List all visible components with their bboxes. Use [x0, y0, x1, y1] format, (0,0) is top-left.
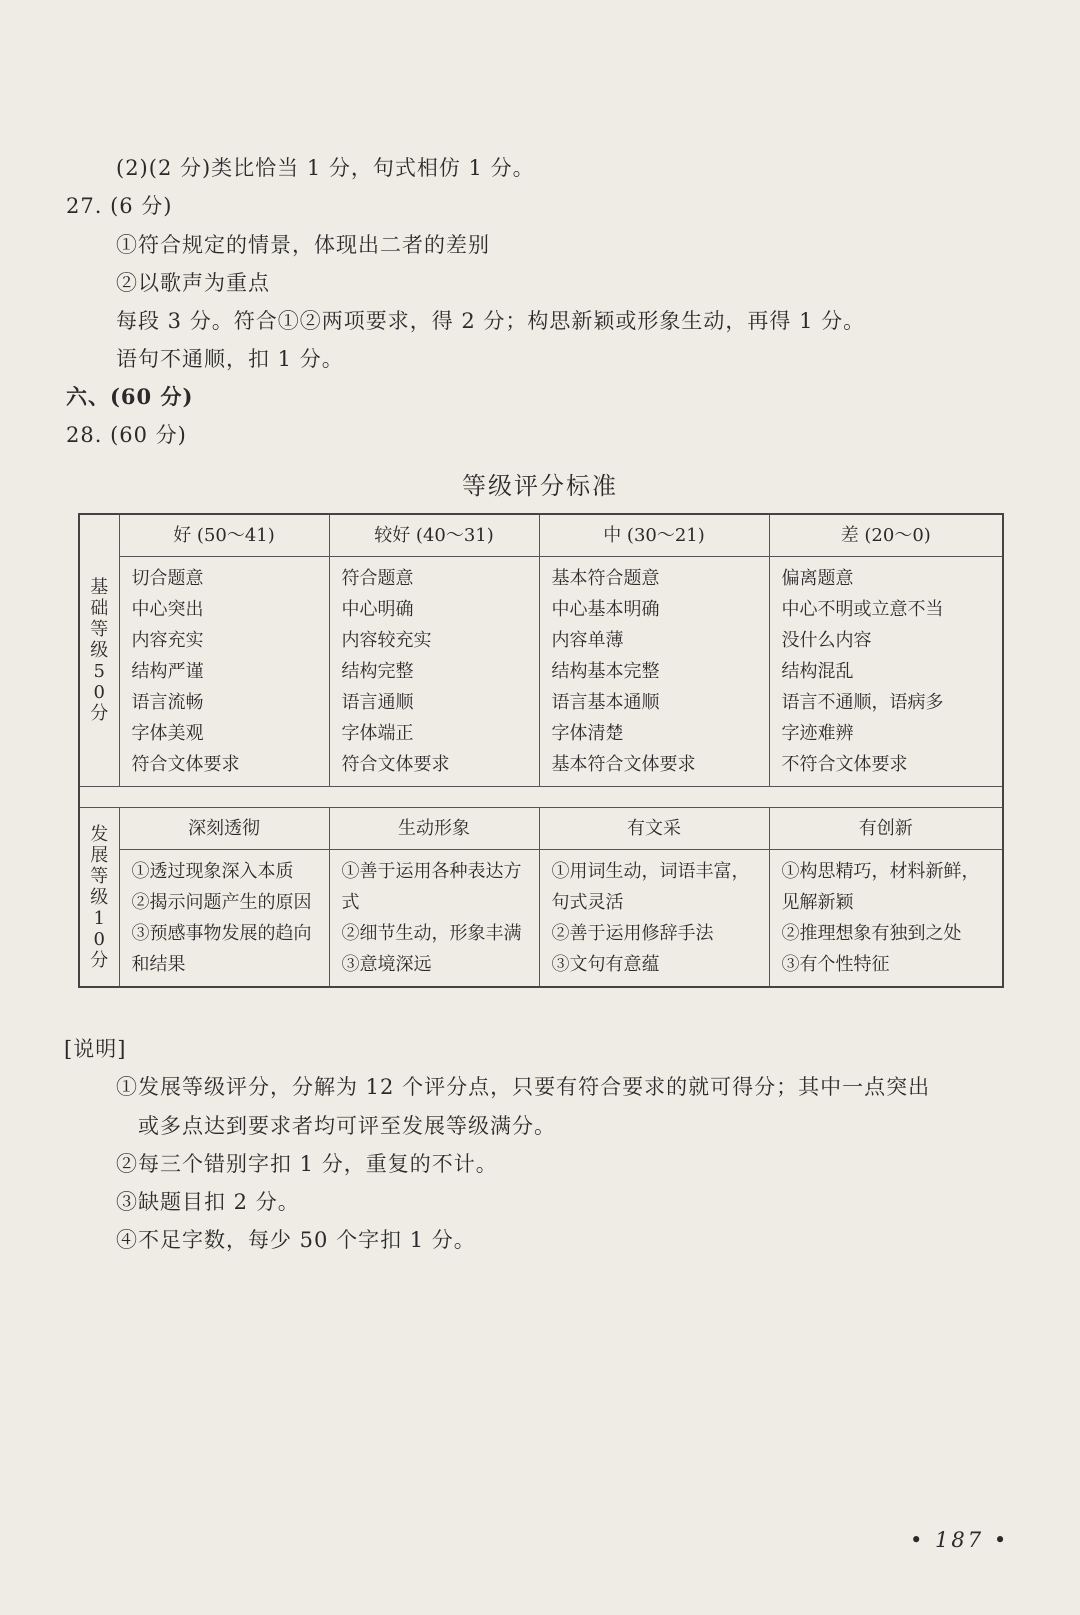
- criterion: ③意境深远: [341, 954, 432, 975]
- criterion: 语言基本通顺: [551, 692, 660, 713]
- criterion: ③预感事物发展的趋向和结果: [131, 923, 312, 975]
- criterion: 结构完整: [341, 661, 414, 682]
- criterion: 符合文体要求: [341, 754, 450, 775]
- question-27-heading: 27. (6 分): [66, 194, 173, 218]
- answer-27-point-2: ②以歌声为重点: [116, 271, 270, 295]
- criterion: ①善于运用各种表达方式: [341, 861, 522, 913]
- grading-table: [78, 513, 1004, 988]
- criterion: 结构严谨: [131, 661, 204, 682]
- criterion: ②推理想象有独到之处: [781, 923, 962, 944]
- criterion: 符合文体要求: [131, 754, 240, 775]
- note-1-line-1: ①发展等级评分，分解为 12 个评分点，只要有符合要求的就可得分；其中一点突出: [116, 1075, 931, 1099]
- separator-cell: [79, 787, 1003, 808]
- header-profound: 深刻透彻: [119, 808, 329, 850]
- header-fairly-good: 较好 (40～31): [329, 514, 539, 557]
- answer-27-scoring: 每段 3 分。符合①②两项要求，得 2 分；构思新颖或形象生动，再得 1 分。: [116, 309, 866, 333]
- criteria-good: [119, 557, 329, 787]
- basic-header-row: [79, 514, 1003, 557]
- criterion: 没什么内容: [781, 630, 872, 651]
- basic-level-label: 基础等级50分: [79, 514, 119, 787]
- answer-27-point-1: ①符合规定的情景，体现出二者的差别: [116, 233, 490, 257]
- criterion: 结构基本完整: [551, 661, 660, 682]
- criterion: 字体美观: [131, 723, 204, 744]
- criterion: 内容较充实: [341, 630, 432, 651]
- criterion: 切合题意: [131, 568, 204, 589]
- note-1-line-2: 或多点达到要求者均可评至发展等级满分。: [138, 1114, 556, 1138]
- dev-header-row: [79, 808, 1003, 850]
- header-poor: 差 (20～0): [769, 514, 1003, 557]
- dev-criteria-row: [79, 850, 1003, 988]
- criteria-fairly-good: [329, 557, 539, 787]
- criterion: 中心明确: [341, 599, 414, 620]
- separator-row: [79, 787, 1003, 808]
- note-4: ④不足字数，每少 50 个字扣 1 分。: [116, 1228, 476, 1252]
- page-number: • 187 •: [910, 1528, 1010, 1552]
- criterion: 基本符合题意: [551, 568, 660, 589]
- criterion: ③有个性特征: [781, 954, 890, 975]
- criteria-literary: [539, 850, 769, 988]
- header-literary: 有文采: [539, 808, 769, 850]
- criterion: ②善于运用修辞手法: [551, 923, 714, 944]
- criterion: ①用词生动，词语丰富，句式灵活: [551, 861, 750, 913]
- criterion: 字体清楚: [551, 723, 624, 744]
- note-2: ②每三个错别字扣 1 分，重复的不计。: [116, 1152, 498, 1176]
- note-3: ③缺题目扣 2 分。: [116, 1190, 300, 1214]
- criterion: 符合题意: [341, 568, 414, 589]
- section-6-heading: 六、(60 分): [66, 384, 194, 409]
- criterion: 基本符合文体要求: [551, 754, 696, 775]
- criterion: 偏离题意: [781, 568, 854, 589]
- criteria-medium: [539, 557, 769, 787]
- criteria-poor: [769, 557, 1003, 787]
- dev-level-label: 发展等级10分: [79, 808, 119, 988]
- criterion: 语言不通顺，语病多: [781, 692, 944, 713]
- criterion: ②细节生动，形象丰满: [341, 923, 522, 944]
- header-good: 好 (50～41): [119, 514, 329, 557]
- answer-26-2: (2)(2 分)类比恰当 1 分，句式相仿 1 分。: [116, 156, 535, 180]
- table-title: 等级评分标准: [462, 472, 618, 500]
- criterion: 中心突出: [131, 599, 204, 620]
- criterion: 中心不明或立意不当: [781, 599, 944, 620]
- header-medium: 中 (30～21): [539, 514, 769, 557]
- criterion: 语言流畅: [131, 692, 204, 713]
- header-vivid: 生动形象: [329, 808, 539, 850]
- criterion: ③文句有意蕴: [551, 954, 660, 975]
- criterion: ①构思精巧，材料新鲜，见解新颖: [781, 861, 980, 913]
- question-28-heading: 28. (60 分): [66, 423, 187, 447]
- criteria-profound: [119, 850, 329, 988]
- criterion: 字体端正: [341, 723, 414, 744]
- notes-heading: [说明]: [64, 1037, 127, 1061]
- header-innovative: 有创新: [769, 808, 1003, 850]
- criterion: 字迹难辨: [781, 723, 854, 744]
- criteria-innovative: [769, 850, 1003, 988]
- criterion: ②揭示问题产生的原因: [131, 892, 312, 913]
- criterion: ①透过现象深入本质: [131, 861, 294, 882]
- criterion: 内容充实: [131, 630, 204, 651]
- criterion: 不符合文体要求: [781, 754, 908, 775]
- criterion: 中心基本明确: [551, 599, 660, 620]
- criterion: 内容单薄: [551, 630, 624, 651]
- criteria-vivid: [329, 850, 539, 988]
- criterion: 语言通顺: [341, 692, 414, 713]
- basic-criteria-row: [79, 557, 1003, 787]
- answer-27-deduction: 语句不通顺，扣 1 分。: [116, 347, 344, 371]
- criterion: 结构混乱: [781, 661, 854, 682]
